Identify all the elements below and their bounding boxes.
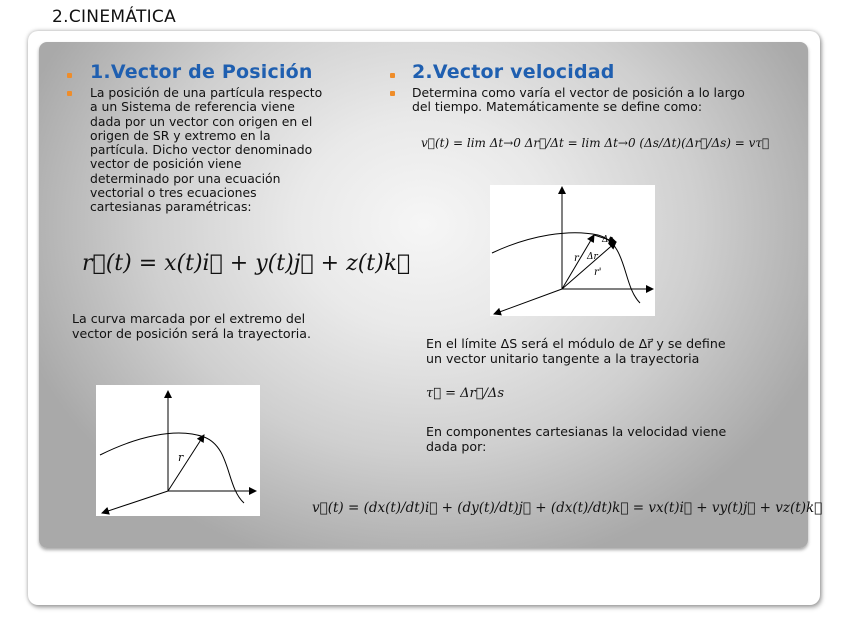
components-text: En componentes cartesianas la velocidad viene dada por: — [426, 424, 727, 454]
trajectory-text: La curva marcada por el extremo del vector de posición será la trayectoria. — [72, 311, 311, 341]
velocity-def-text: v⃗(t) = lim Δt→0 Δr⃗/Δt = lim Δt→0 (Δs/Δt)(Δr⃗/Δs) = vτ⃗ — [421, 136, 770, 150]
velocity-paragraph: Determina como varía el vector de posición a lo largo del tiempo. Matemáticamente se define como: — [412, 85, 745, 115]
equation-text: r⃗(t) = x(t)i⃗ + y(t)j⃗ + z(t)k⃗ — [82, 251, 411, 276]
velocity-definition — [421, 136, 769, 150]
components-equation — [312, 500, 822, 516]
position-paragraph: La posición de una partícula respecto a un Sistema de referencia viene dada por un vector con origen en el origen de SR y extremo en la partícula. Dicho vector denominado vector de posición viene determinado por una ecuación vectorial o tres ecuaciones cartesianas paramétricas: — [90, 85, 323, 215]
velocity-figure — [490, 185, 655, 316]
figure-label-r: r — [178, 451, 184, 464]
figure-label-r-prime: r' — [594, 267, 602, 278]
bullet-marker — [67, 91, 72, 96]
figure-label-delta-s: Δs — [602, 235, 614, 245]
figure-label-delta-r: Δr — [587, 252, 598, 262]
components-eq-text: v⃗(t) = (dx(t)/dt)i⃗ + (dy(t)/dt)j⃗ + (dx(t)/dt)k⃗ = vx(t)i⃗ + vy(t)j⃗ + vz(t)k⃗ — [312, 500, 823, 516]
slide-title: 2.CINEMÁTICA — [52, 7, 177, 27]
position-equation — [82, 251, 410, 276]
bullet-marker — [390, 91, 395, 96]
trajectory-figure — [96, 385, 260, 516]
figure-label-r: r — [574, 253, 579, 264]
bullet-marker — [390, 73, 395, 78]
right-heading: 2.Vector velocidad — [412, 61, 615, 83]
limit-text: En el límite ΔS será el módulo de Δr⃗ y se define un vector unitario tangente a la trayectoria — [426, 336, 726, 366]
tangent-equation — [426, 386, 504, 401]
bullet-marker — [67, 73, 72, 78]
left-heading: 1.Vector de Posición — [90, 61, 313, 83]
tangent-eq-text: τ⃗ = Δr⃗/Δs — [426, 386, 504, 401]
